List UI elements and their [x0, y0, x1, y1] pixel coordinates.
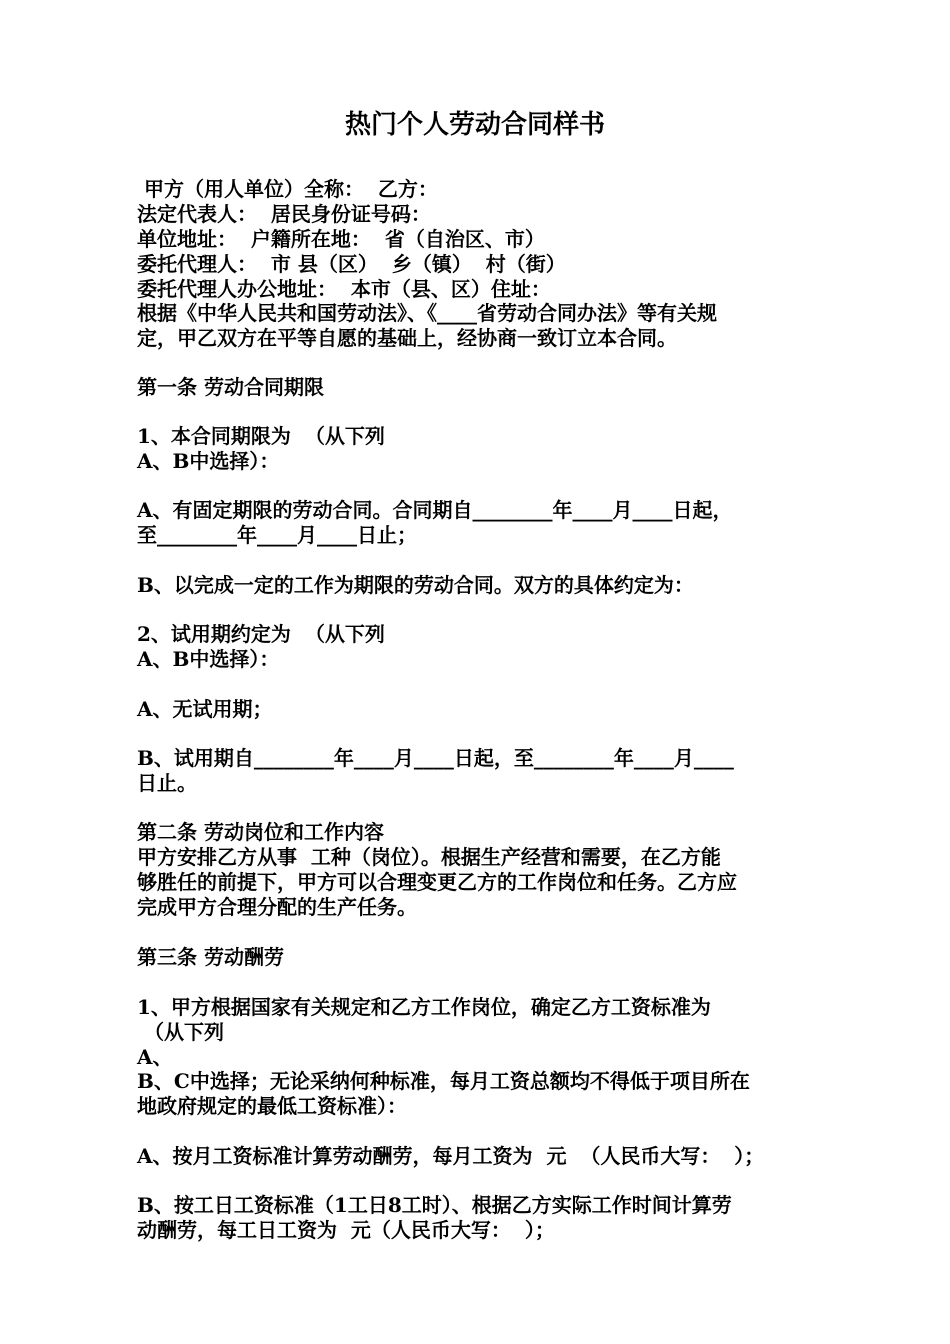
text-line: 1、甲方根据国家有关规定和乙方工作岗位，确定乙方工资标准为 — [137, 995, 711, 1019]
text-line: 至________年____月____日止； — [137, 523, 417, 547]
text-line: 单位地址： 户籍所在地： 省（自治区、市） — [137, 227, 545, 251]
text-line: （从下列 — [137, 1020, 224, 1044]
text-line: 动酬劳，每工日工资为 元（人民币大写： ）； — [137, 1218, 555, 1242]
section-heading: 第一条 劳动合同期限 — [137, 375, 324, 399]
text-line: B、按工日工资标准（1工日8工时）、根据乙方实际工作时间计算劳 — [137, 1193, 732, 1217]
text-line: B、以完成一定的工作为期限的劳动合同。双方的具体约定为： — [137, 573, 694, 597]
text-line: A、有固定期限的劳动合同。合同期自________年____月____日起， — [137, 498, 733, 522]
text-line: 甲方安排乙方从事 工种（岗位）。根据生产经营和需要，在乙方能 — [137, 845, 721, 869]
text-line: 地政府规定的最低工资标准）： — [137, 1094, 407, 1118]
text-line: 法定代表人： 居民身份证号码： — [137, 202, 431, 226]
text-line: 委托代理人： 市 县（区） 乡（镇） 村（街） — [137, 252, 566, 276]
text-line: A、无试用期； — [137, 697, 273, 721]
text-line: B、C中选择；无论采纳何种标准，每月工资总额均不得低于项目所在 — [137, 1069, 750, 1093]
text-line: 1、本合同期限为 （从下列 — [137, 424, 385, 448]
text-line: 够胜任的前提下，甲方可以合理变更乙方的工作岗位和任务。乙方应 — [137, 870, 737, 894]
text-line: A、 — [137, 1045, 173, 1069]
text-line: B、试用期自________年____月____日起，至________年____月____ — [137, 746, 734, 770]
text-line: 甲方（用人单位）全称： 乙方： — [137, 177, 438, 201]
section-heading: 第二条 劳动岗位和工作内容 — [137, 820, 384, 844]
text-line: A、按月工资标准计算劳动酬劳，每月工资为 元 （人民币大写： ）； — [137, 1144, 765, 1168]
document-title: 热门个人劳动合同样书 — [344, 110, 605, 140]
text-line: 委托代理人办公地址： 本市（县、区）住址： — [137, 277, 551, 301]
section-heading: 第三条 劳动酬劳 — [137, 945, 284, 969]
text-line: 完成甲方合理分配的生产任务。 — [137, 895, 417, 919]
text-line: 定，甲乙双方在平等自愿的基础上，经协商一致订立本合同。 — [137, 326, 677, 350]
text-line: A、B中选择）： — [137, 449, 280, 473]
text-line: A、B中选择）： — [137, 647, 280, 671]
text-line: 日止。 — [137, 771, 197, 795]
text-line: 2、试用期约定为 （从下列 — [137, 622, 385, 646]
text-line: 根据《中华人民共和国劳动法》、《____省劳动合同办法》等有关规 — [137, 301, 717, 325]
